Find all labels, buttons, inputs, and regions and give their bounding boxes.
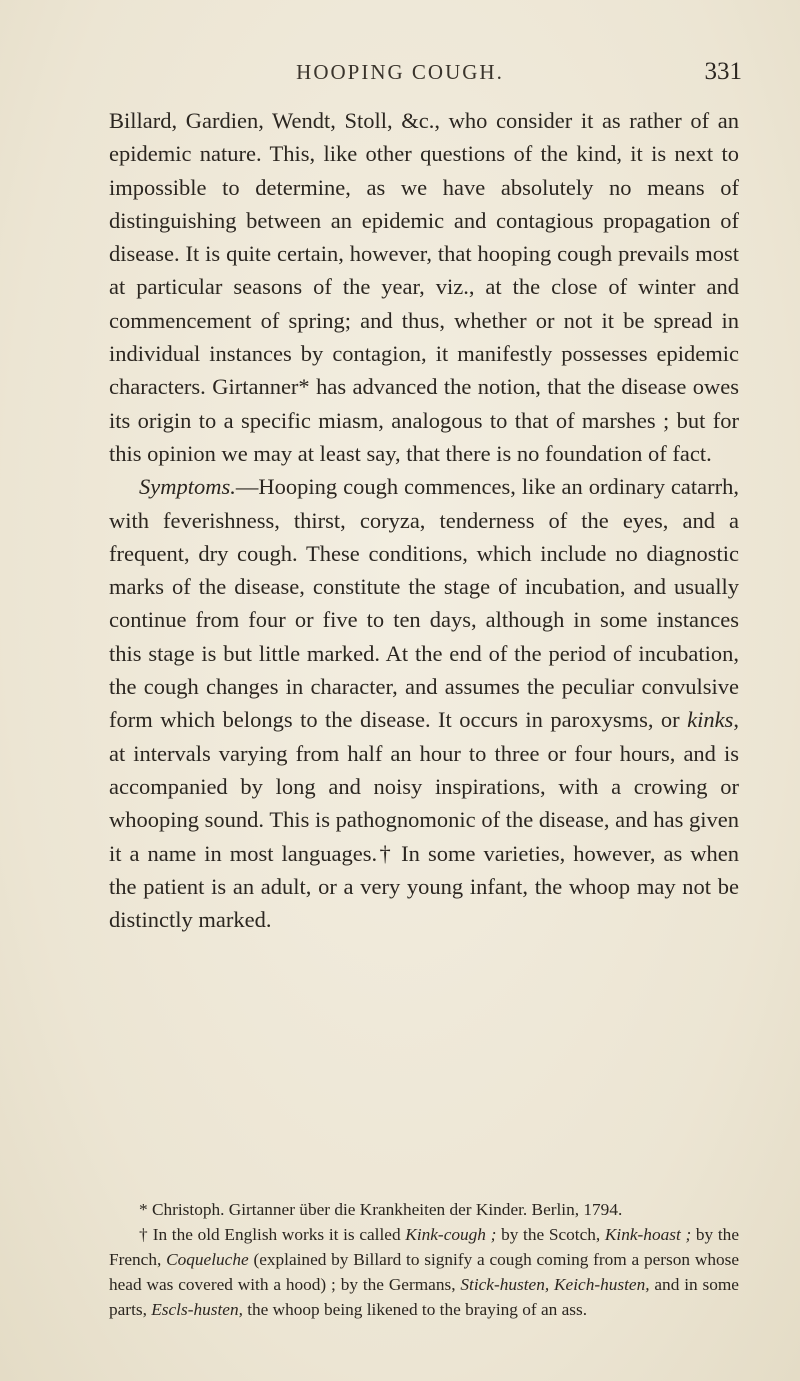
- footnote-names-text-d: (explained by Billard to signify a cough coming from a person whose head was covered with a hood) ; by the Germans,: [109, 1250, 739, 1294]
- symptoms-text-b: , at intervals varying from half an hour to three or four hours, and is accompanied by long and noisy inspirations, with a crowing or whooping sound. This is pathognomonic of the disease, and has given it a name in most languages.† In some varieties, however, as when the patient is an adult, or a very young infant, the whoop may not be distinctly marked.: [109, 707, 739, 933]
- paragraph-symptoms: [109, 470, 739, 936]
- footnote-girtanner-text: * Christoph. Girtanner über die Krankheiten der Kinder. Berlin, 1794.: [139, 1200, 623, 1219]
- body-text: [109, 104, 739, 936]
- running-head: [0, 58, 800, 92]
- footnote-names: [109, 1222, 739, 1322]
- kinks-term: kinks: [687, 707, 734, 733]
- term-escls-husten: Escls-husten,: [151, 1300, 243, 1319]
- term-coqueluche: Coqueluche: [166, 1250, 249, 1269]
- symptoms-text-a: —Hooping cough commences, like an ordinary catarrh, with feverishness, thirst, coryza, tenderness of the eyes, and a frequent, dry cough. These conditions, which include no diagnostic marks of the disease, constitute the stage of incubation, and usually continue from four or five to ten days, although in some instances this stage is but little marked. At the end of the period of incubation, the cough changes in character, and assumes the peculiar convulsive form which belongs to the disease. It occurs in paroxysms, or: [109, 474, 739, 733]
- paragraph-epidemic-text: Billard, Gardien, Wendt, Stoll, &c., who consider it as rather of an epidemic nature. This, like other questions of the kind, it is next to impossible to determine, as we have absolutely no means of distinguishing between an epidemic and contagious propagation of disease. It is quite certain, however, that hooping cough prevails most at particular seasons of the year, viz., at the close of winter and commencement of spring; and thus, whether or not it be spread in individual instances by contagion, it manifestly possesses epidemic characters. Girtanner* has advanced the notion, that the disease owes its origin to a specific miasm, analogous to that of marshes ; but for this opinion we may at least say, that there is no foundation of fact.: [109, 108, 739, 466]
- footnotes: [109, 1197, 739, 1322]
- paragraph-epidemic: [109, 104, 739, 470]
- footnote-names-text-b: by the Scotch,: [496, 1225, 605, 1244]
- page-number: 331: [704, 58, 742, 85]
- footnote-names-text-c: by the French,: [109, 1225, 739, 1269]
- footnote-names-text-e: and in some parts,: [109, 1275, 739, 1319]
- footnote-names-text-f: the whoop being likened to the braying of an ass.: [242, 1300, 588, 1319]
- symptoms-heading: Symptoms.: [139, 474, 236, 500]
- running-title: HOOPING COUGH.: [296, 60, 504, 84]
- term-kink-cough: Kink-cough ;: [405, 1225, 497, 1244]
- term-kink-hoast: Kink-hoast ;: [604, 1225, 692, 1244]
- footnote-names-text-a: † In the old English works it is called: [139, 1225, 406, 1244]
- footnote-girtanner: [109, 1197, 739, 1222]
- term-stick-husten: Stick-husten, Keich-husten,: [460, 1275, 650, 1294]
